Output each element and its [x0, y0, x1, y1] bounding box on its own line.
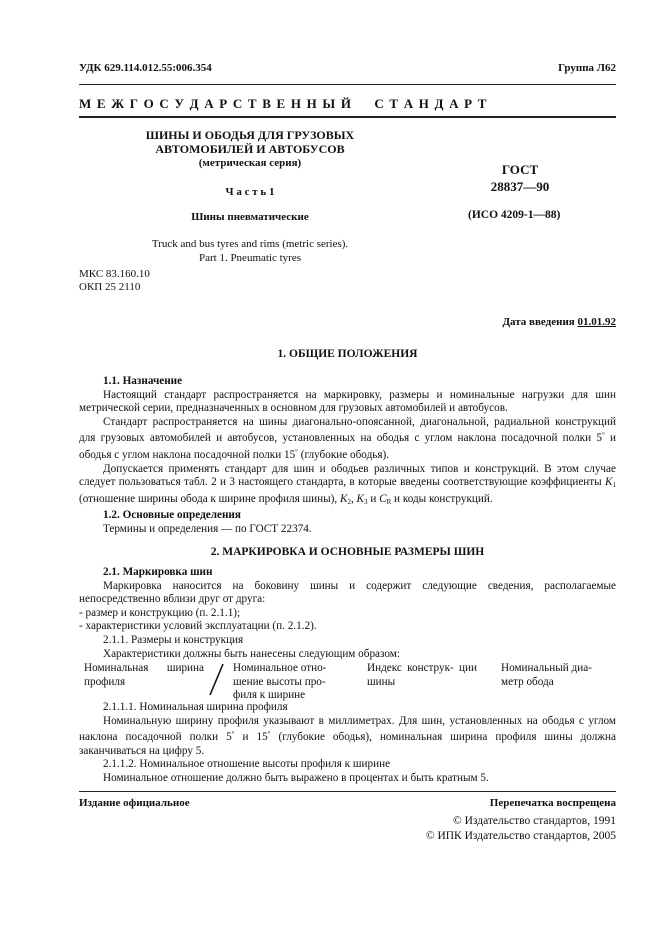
section-2-1-1-2-title: 2.1.1.2. Номинальное отношение высоты профиля к ширине [103, 758, 391, 771]
section-1-heading: 1. ОБЩИЕ ПОЛОЖЕНИЯ [277, 348, 418, 360]
intro-date-value: 01.01.92 [577, 316, 616, 328]
section-1-body [79, 375, 616, 537]
section-2-1-list-item-1: - размер и конструкцию (п. 2.1.1); [79, 606, 241, 619]
copyright-line-1: © Издательство стандартов, 1991 [452, 815, 616, 827]
section-2-1-title: 2.1. Маркировка шин [103, 566, 213, 578]
okp-code: ОКП 25 2110 [79, 281, 141, 293]
standard-banner: М Е Ж Г О С У Д А Р С Т В Е Н Н Ы Й С Т А Н Д А Р Т [79, 96, 488, 111]
section-1-2-para: Термины и определения — по ГОСТ 22374. [103, 522, 312, 535]
top-rule [79, 84, 616, 85]
section-1-1-para-2: Стандарт распространяется на шины диагонально-опоясанной, диагональной, радиальной конструкций для грузовых автомобилей и автобусов, установленных на ободья с углом наклона посадочной полки 5° и ободья с углом наклона посадочной полки 15° (глубокие ободья). [79, 415, 616, 461]
english-title [130, 237, 370, 265]
section-1-2-title: 1.2. Основные определения [103, 509, 241, 522]
section-2-1-1-title: 2.1.1. Размеры и конструкция [103, 633, 244, 646]
section-2-body [79, 566, 616, 661]
section-1-1-title: 1.1. Назначение [103, 375, 183, 387]
section-1-1-para-1: Настоящий стандарт распространяется на маркировку, размеры и номинальные нагрузки для шин метрической серии, предназначенных в основном для грузовых автомобилей и автобусов. [79, 388, 616, 415]
title-line-2: АВТОМОБИЛЕЙ И АВТОБУСОВ [155, 142, 345, 156]
english-title-line-2: Part 1. Pneumatic tyres [198, 252, 302, 264]
copyright-line-2: © ИПК Издательство стандартов, 2005 [425, 830, 616, 842]
title-line-3: (метрическая серия) [198, 157, 302, 169]
title-line-1: ШИНЫ И ОБОДЬЯ ДЛЯ ГРУЗОВЫХ [145, 128, 355, 142]
slash-separator [204, 662, 230, 698]
section-2-1-1-body [79, 701, 616, 786]
reprint-notice: Перепечатка воспрещена [489, 797, 616, 809]
mks-code: МКС 83.160.10 [79, 268, 150, 280]
copyright-block [426, 814, 616, 844]
official-edition: Издание официальное [79, 797, 190, 809]
scheme-ratio: Номинальное отно- шение высоты про- филя к ширине [233, 662, 327, 702]
intro-date-label: Дата введения [502, 316, 578, 328]
footer-rule [79, 791, 616, 792]
section-2-1-para: Маркировка наносится на боковину шины и содержит следующие сведения, располагаемые непосредственно вблизи друг от друга: [79, 579, 616, 606]
udk-code: УДК 629.114.012.55:006.354 [79, 62, 212, 74]
section-2-1-1-para: Характеристики должны быть нанесены следующим образом: [103, 647, 400, 660]
gost-block [470, 161, 570, 195]
section-2-1-1-1-title: 2.1.1.1. Номинальная ширина профиля [103, 701, 288, 713]
section-1-1-para-3: Допускается применять стандарт для шин и ободьев различных типов и конструкций. В этом случае следует пользоваться табл. 2 и 3 настоящего стандарта, в которые введены соответствующие коэффициенты $K_1$ (отношение ширины обода к ширине профиля шины), $K_2$, $K_3$ и $C_R$ и коды конструкций. [79, 462, 616, 506]
group-code: Группа Л62 [558, 62, 616, 74]
section-2-1-list-item-2: - характеристики условий эксплуатации (п. 2.1.2). [79, 620, 317, 633]
gost-label: ГОСТ [501, 162, 539, 177]
title-block [130, 128, 370, 170]
section-2-1-1-1-para: Номинальную ширину профиля указывают в миллиметрах. Для шин, установленных на ободья с углом наклона посадочной полки 5° и 15° (глубокие ободья), номинальная ширина профиля шины должна заканчиваться на цифру 5. [79, 714, 616, 757]
section-2-heading: 2. МАРКИРОВКА И ОСНОВНЫЕ РАЗМЕРЫ ШИН [210, 546, 485, 558]
banner-rule [79, 116, 616, 118]
intro-date [502, 316, 616, 328]
english-title-line-1: Truck and bus tyres and rims (metric series). [151, 238, 349, 250]
gost-number: 28837—90 [490, 179, 550, 194]
scheme-rim-diameter: Номинальный диа- метр обода [501, 662, 592, 688]
iso-number: (ИСО 4209-1—88) [468, 209, 561, 221]
part-label: Ч а с т ь 1 [225, 186, 275, 198]
section-2-1-1-2-para: Номинальное отношение должно быть выражено в процентах и быть кратным 5. [103, 771, 489, 784]
codes-block [79, 268, 150, 294]
scheme-construction: Индекс конструк- ции шины [367, 662, 477, 688]
subtitle: Шины пневматические [191, 211, 309, 223]
scheme-width: Номинальная ширина профиля [84, 662, 204, 688]
